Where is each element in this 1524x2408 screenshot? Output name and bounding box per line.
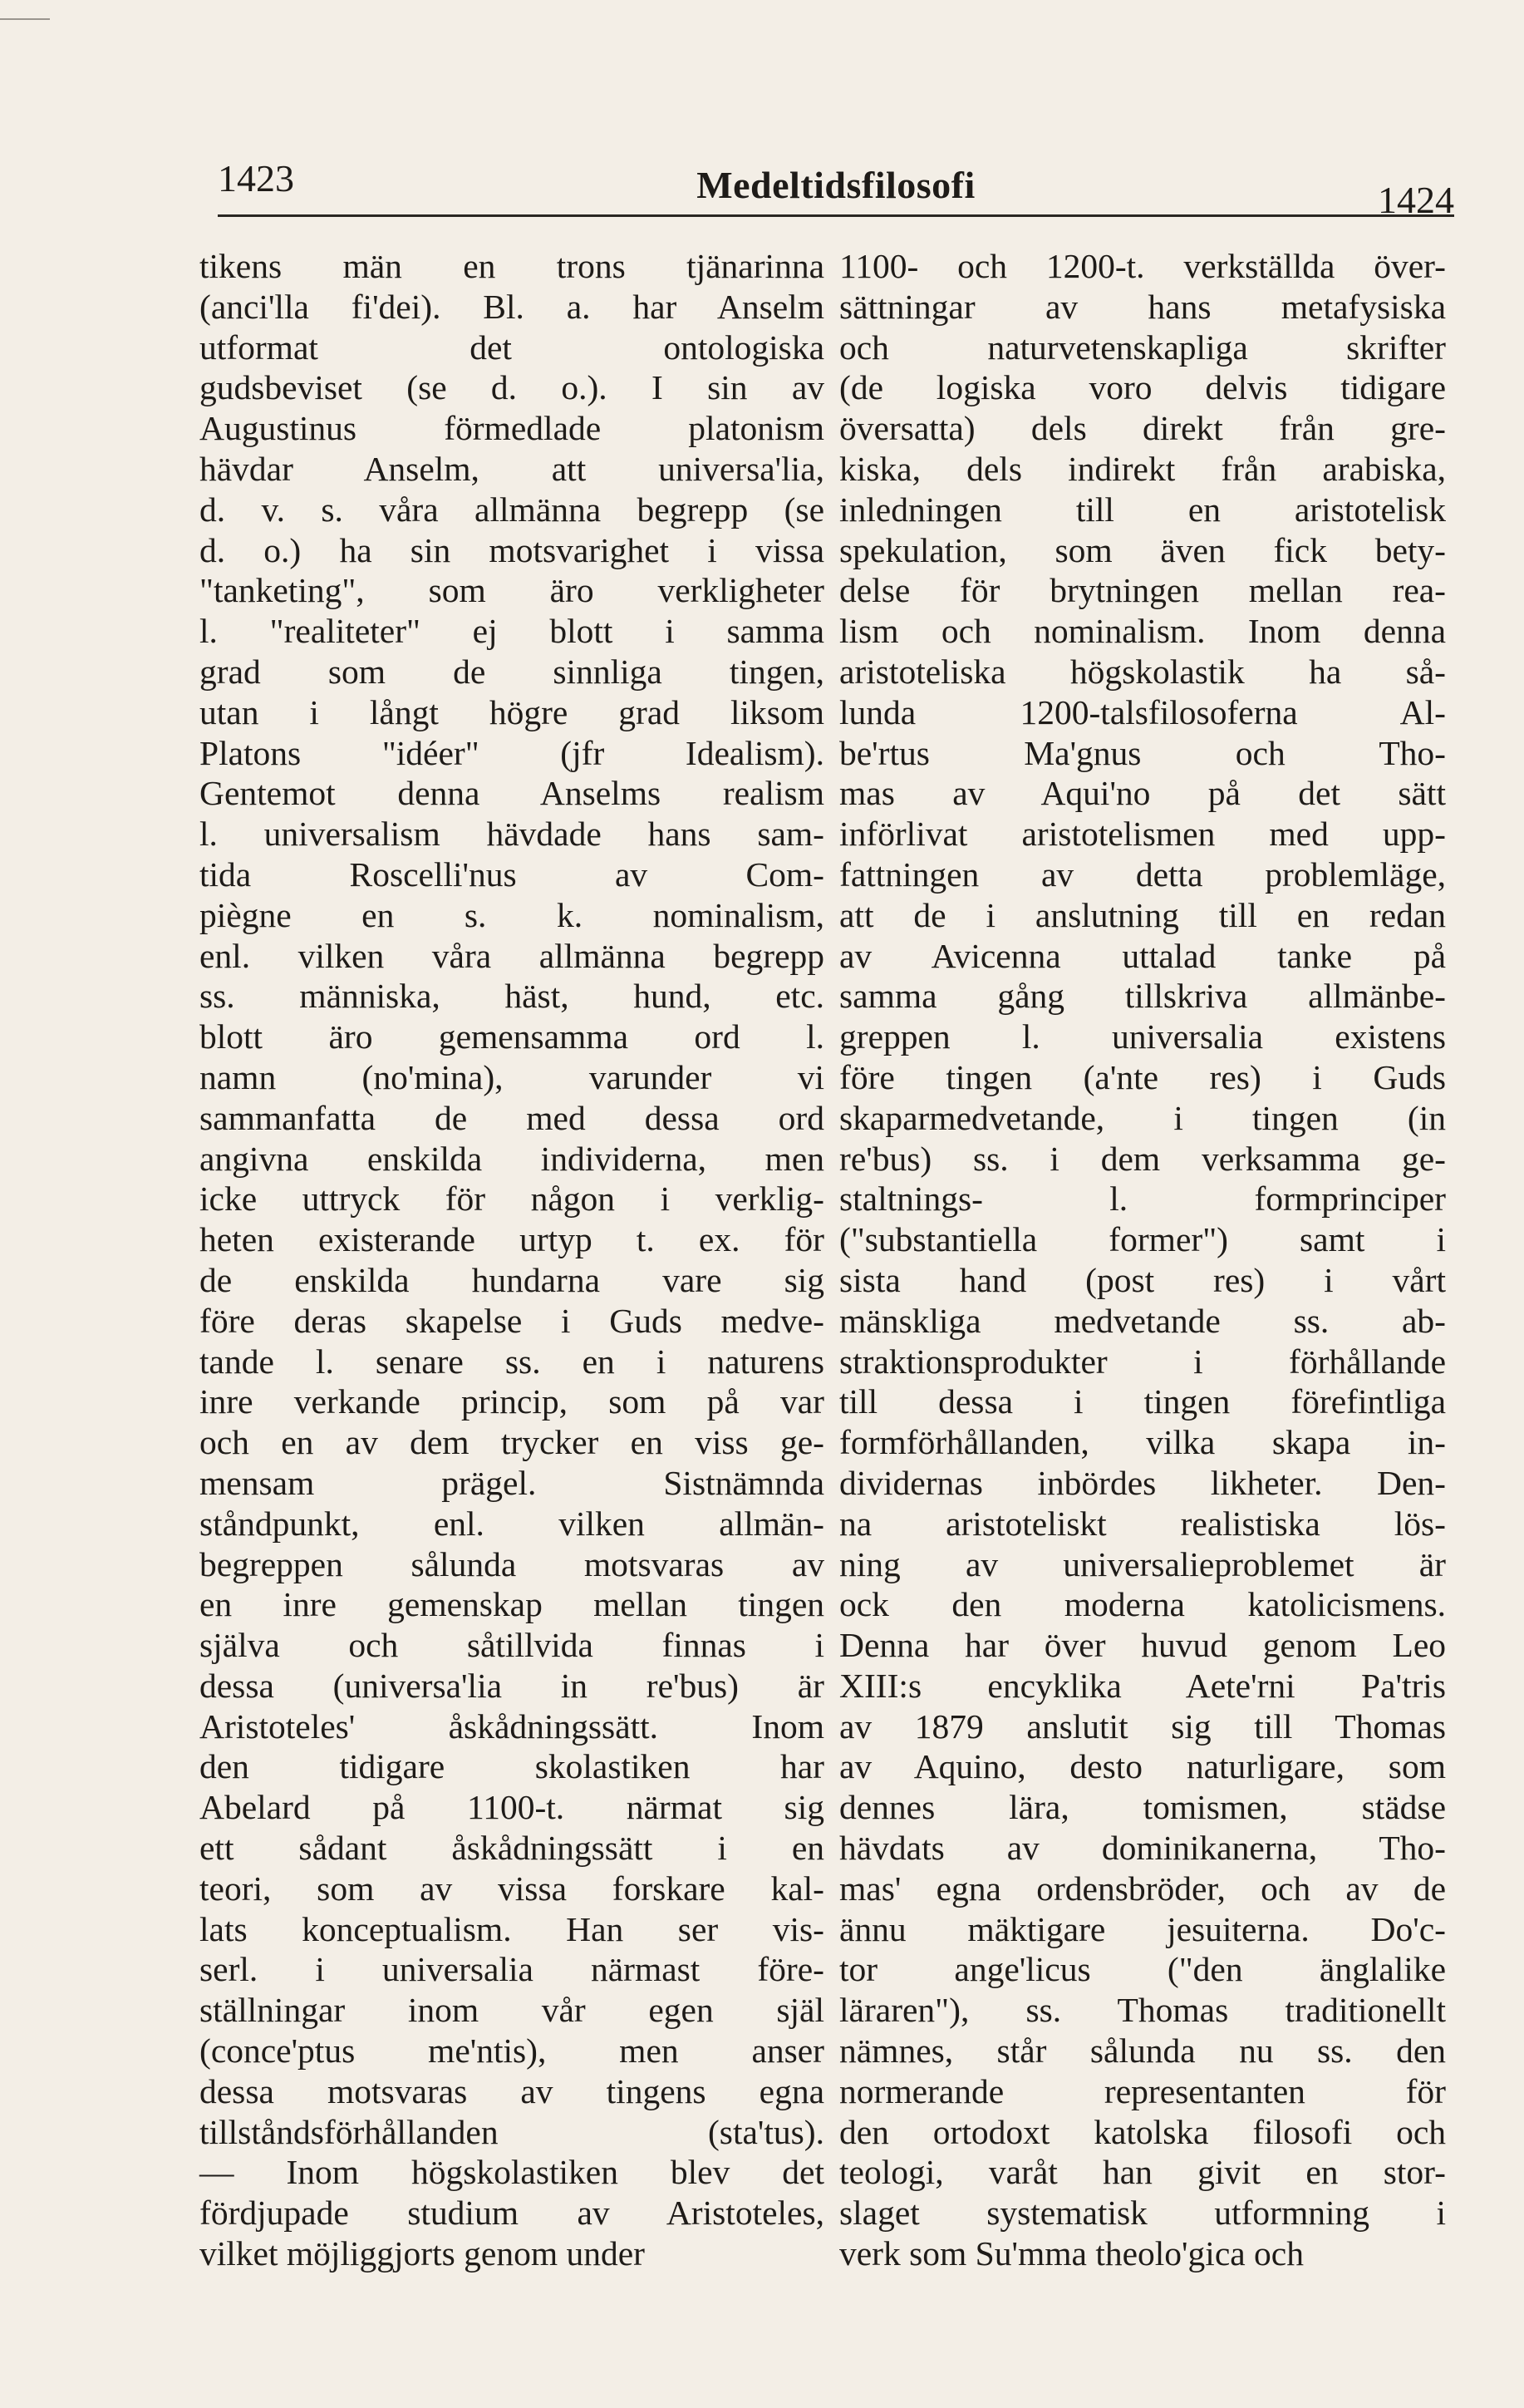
text-line: kiska, dels indirekt från arabiska, [839, 449, 1446, 488]
text-line: dividernas inbördes likheter. Den- [839, 1463, 1446, 1502]
text-line: Platons "idéer" (jfr Idealism). [199, 733, 824, 772]
text-line: ståndpunkt, enl. vilken allmän- [199, 1504, 824, 1543]
text-line: ställningar inom vår egen själ [199, 1991, 824, 2030]
page-number-right: 1424 [1378, 179, 1454, 221]
text-line: Abelard på 1100-t. närmat sig [199, 1788, 824, 1827]
text-line: l. universalism hävdade hans sam- [199, 815, 824, 854]
text-line: att de i anslutning till en redan [839, 895, 1446, 934]
text-line: angivna enskilda individerna, men [199, 1139, 824, 1178]
text-line: enl. vilken våra allmänna begrepp [199, 936, 824, 975]
text-line: samma gång tillskriva allmänbe- [839, 977, 1446, 1016]
text-line: lats konceptualism. Han ser vis- [199, 1909, 824, 1948]
text-line: de enskilda hundarna vare sig [199, 1260, 824, 1299]
text-line: re'bus) ss. i dem verksamma ge- [839, 1139, 1446, 1178]
text-line: 1100- och 1200-t. verkställda över- [839, 247, 1446, 285]
text-line: XIII:s encyklika Aete'rni Pa'tris [839, 1666, 1446, 1705]
text-line: och en av dem trycker en viss ge- [199, 1423, 824, 1462]
text-line: före tingen (a'nte res) i Guds [839, 1057, 1446, 1096]
text-line: gudsbeviset (se d. o.). I sin av [199, 368, 824, 407]
text-line: d. v. s. våra allmänna begrepp (se [199, 490, 824, 529]
text-line: fattningen av detta problemläge, [839, 854, 1446, 894]
text-line: (anci'lla fi'dei). Bl. a. har Anselm [199, 287, 824, 326]
text-line: av Aquino, desto naturligare, som [839, 1747, 1446, 1786]
text-line: ("substantiella former") samt i [839, 1220, 1446, 1259]
text-line: sammanfatta de med dessa ord [199, 1098, 824, 1137]
text-line: före deras skapelse i Guds medve- [199, 1301, 824, 1340]
text-line: av 1879 anslutit sig till Thomas [839, 1706, 1446, 1746]
text-line: Denna har över huvud genom Leo [839, 1626, 1446, 1665]
text-line: lism och nominalism. Inom denna [839, 612, 1446, 651]
text-line: sättningar av hans metafysiska [839, 287, 1446, 326]
text-line: slaget systematisk utformning i [839, 2194, 1446, 2233]
text-line: fördjupade studium av Aristoteles, [199, 2194, 824, 2233]
right-column [839, 246, 1446, 2274]
text-line: hävdar Anselm, att universa'lia, [199, 449, 824, 488]
text-line: be'rtus Ma'gnus och Tho- [839, 733, 1446, 772]
text-line: av Avicenna uttalad tanke på [839, 936, 1446, 975]
text-line: själva och såtillvida finnas i [199, 1626, 824, 1665]
text-line: ock den moderna katolicismens. [839, 1585, 1446, 1624]
text-line: läraren"), ss. Thomas traditionellt [839, 1991, 1446, 2030]
text-line: staltnings- l. formprinciper [839, 1179, 1446, 1219]
text-line: en inre gemenskap mellan tingen [199, 1585, 824, 1624]
text-line: dessa motsvaras av tingens egna [199, 2071, 824, 2110]
text-line: delse för brytningen mellan rea- [839, 571, 1446, 610]
text-line: mensam prägel. Sistnämnda [199, 1463, 824, 1502]
text-line: mas av Aqui'no på det sätt [839, 774, 1446, 813]
text-line: grad som de sinnliga tingen, [199, 652, 824, 691]
text-line: formförhållanden, vilka skapa in- [839, 1423, 1446, 1462]
text-line: spekulation, som även fick bety- [839, 530, 1446, 569]
text-line: skaparmedvetande, i tingen (in [839, 1098, 1446, 1137]
text-line: vilket möjliggjorts genom under [199, 2234, 645, 2273]
text-line: dessa (universa'lia in re'bus) är [199, 1666, 824, 1705]
text-line: den ortodoxt katolska filosofi och [839, 2112, 1446, 2151]
text-line: serl. i universalia närmast före- [199, 1950, 824, 1989]
text-line: ännu mäktigare jesuiterna. Do'c- [839, 1909, 1446, 1948]
text-line: mänskliga medvetande ss. ab- [839, 1301, 1446, 1340]
text-line: ett sådant åskådningssätt i en [199, 1829, 824, 1868]
text-line: utformat det ontologiska [199, 327, 824, 367]
text-line: mas' egna ordensbröder, och av de [839, 1869, 1446, 1908]
running-header [218, 148, 1454, 221]
text-line: — Inom högskolastiken blev det [199, 2153, 824, 2192]
text-line: normerande representanten för [839, 2071, 1446, 2110]
text-line: na aristoteliskt realistiska lös- [839, 1504, 1446, 1543]
text-line: Gentemot denna Anselms realism [199, 774, 824, 813]
text-line: blott äro gemensamma ord l. [199, 1017, 824, 1056]
text-line: Aristoteles' åskådningssätt. Inom [199, 1706, 824, 1746]
text-line: heten existerande urtyp t. ex. för [199, 1220, 824, 1259]
text-line: greppen l. universalia existens [839, 1017, 1446, 1056]
text-line: teologi, varåt han givit en stor- [839, 2153, 1446, 2192]
text-line: tikens män en trons tjänarinna [199, 247, 824, 285]
page-number-left: 1423 [218, 157, 294, 199]
text-line: verk som Su'mma theolo'gica och [839, 2234, 1304, 2273]
text-line: (de logiska voro delvis tidigare [839, 368, 1446, 407]
text-line: tor ange'licus ("den änglalike [839, 1950, 1446, 1989]
text-line: teori, som av vissa forskare kal- [199, 1869, 824, 1908]
text-line: namn (no'mina), varunder vi [199, 1057, 824, 1096]
text-line: aristoteliska högskolastik ha så- [839, 652, 1446, 691]
text-line: ss. människa, häst, hund, etc. [199, 977, 824, 1016]
text-line: inledningen till en aristotelisk [839, 490, 1446, 529]
text-line: inre verkande princip, som på var [199, 1382, 824, 1421]
text-line: tida Roscelli'nus av Com- [199, 854, 824, 894]
text-line: d. o.) ha sin motsvarighet i vissa [199, 530, 824, 569]
text-line: nämnes, står sålunda nu ss. den [839, 2031, 1446, 2071]
text-line: (conce'ptus me'ntis), men anser [199, 2031, 824, 2071]
text-line: till dessa i tingen förefintliga [839, 1382, 1446, 1421]
text-line: och naturvetenskapliga skrifter [839, 327, 1446, 367]
text-line: "tanketing", som äro verkligheter [199, 571, 824, 610]
text-line: införlivat aristotelismen med upp- [839, 815, 1446, 854]
text-line: översatta) dels direkt från gre- [839, 409, 1446, 448]
text-line: tande l. senare ss. en i naturens [199, 1342, 824, 1381]
text-line: ning av universalieproblemet är [839, 1544, 1446, 1583]
text-line: sista hand (post res) i vårt [839, 1260, 1446, 1299]
page-corner-mark [0, 18, 50, 20]
text-line: hävdats av dominikanerna, Tho- [839, 1829, 1446, 1868]
text-line: utan i långt högre grad liksom [199, 692, 824, 731]
text-line: Augustinus förmedlade platonism [199, 409, 824, 448]
text-line: den tidigare skolastiken har [199, 1747, 824, 1786]
left-column [199, 246, 824, 2274]
text-line: dennes lära, tomismen, städse [839, 1788, 1446, 1827]
text-line: l. "realiteter" ej blott i samma [199, 612, 824, 651]
text-line: straktionsprodukter i förhållande [839, 1342, 1446, 1381]
text-line: lunda 1200-talsfilosoferna Al- [839, 692, 1446, 731]
text-line: begreppen sålunda motsvaras av [199, 1544, 824, 1583]
text-line: icke uttryck för någon i verklig- [199, 1179, 824, 1219]
text-line: tillståndsförhållanden (sta'tus). [199, 2112, 824, 2151]
running-title: Medeltidsfilosofi [696, 164, 976, 206]
text-line: piègne en s. k. nominalism, [199, 895, 824, 934]
